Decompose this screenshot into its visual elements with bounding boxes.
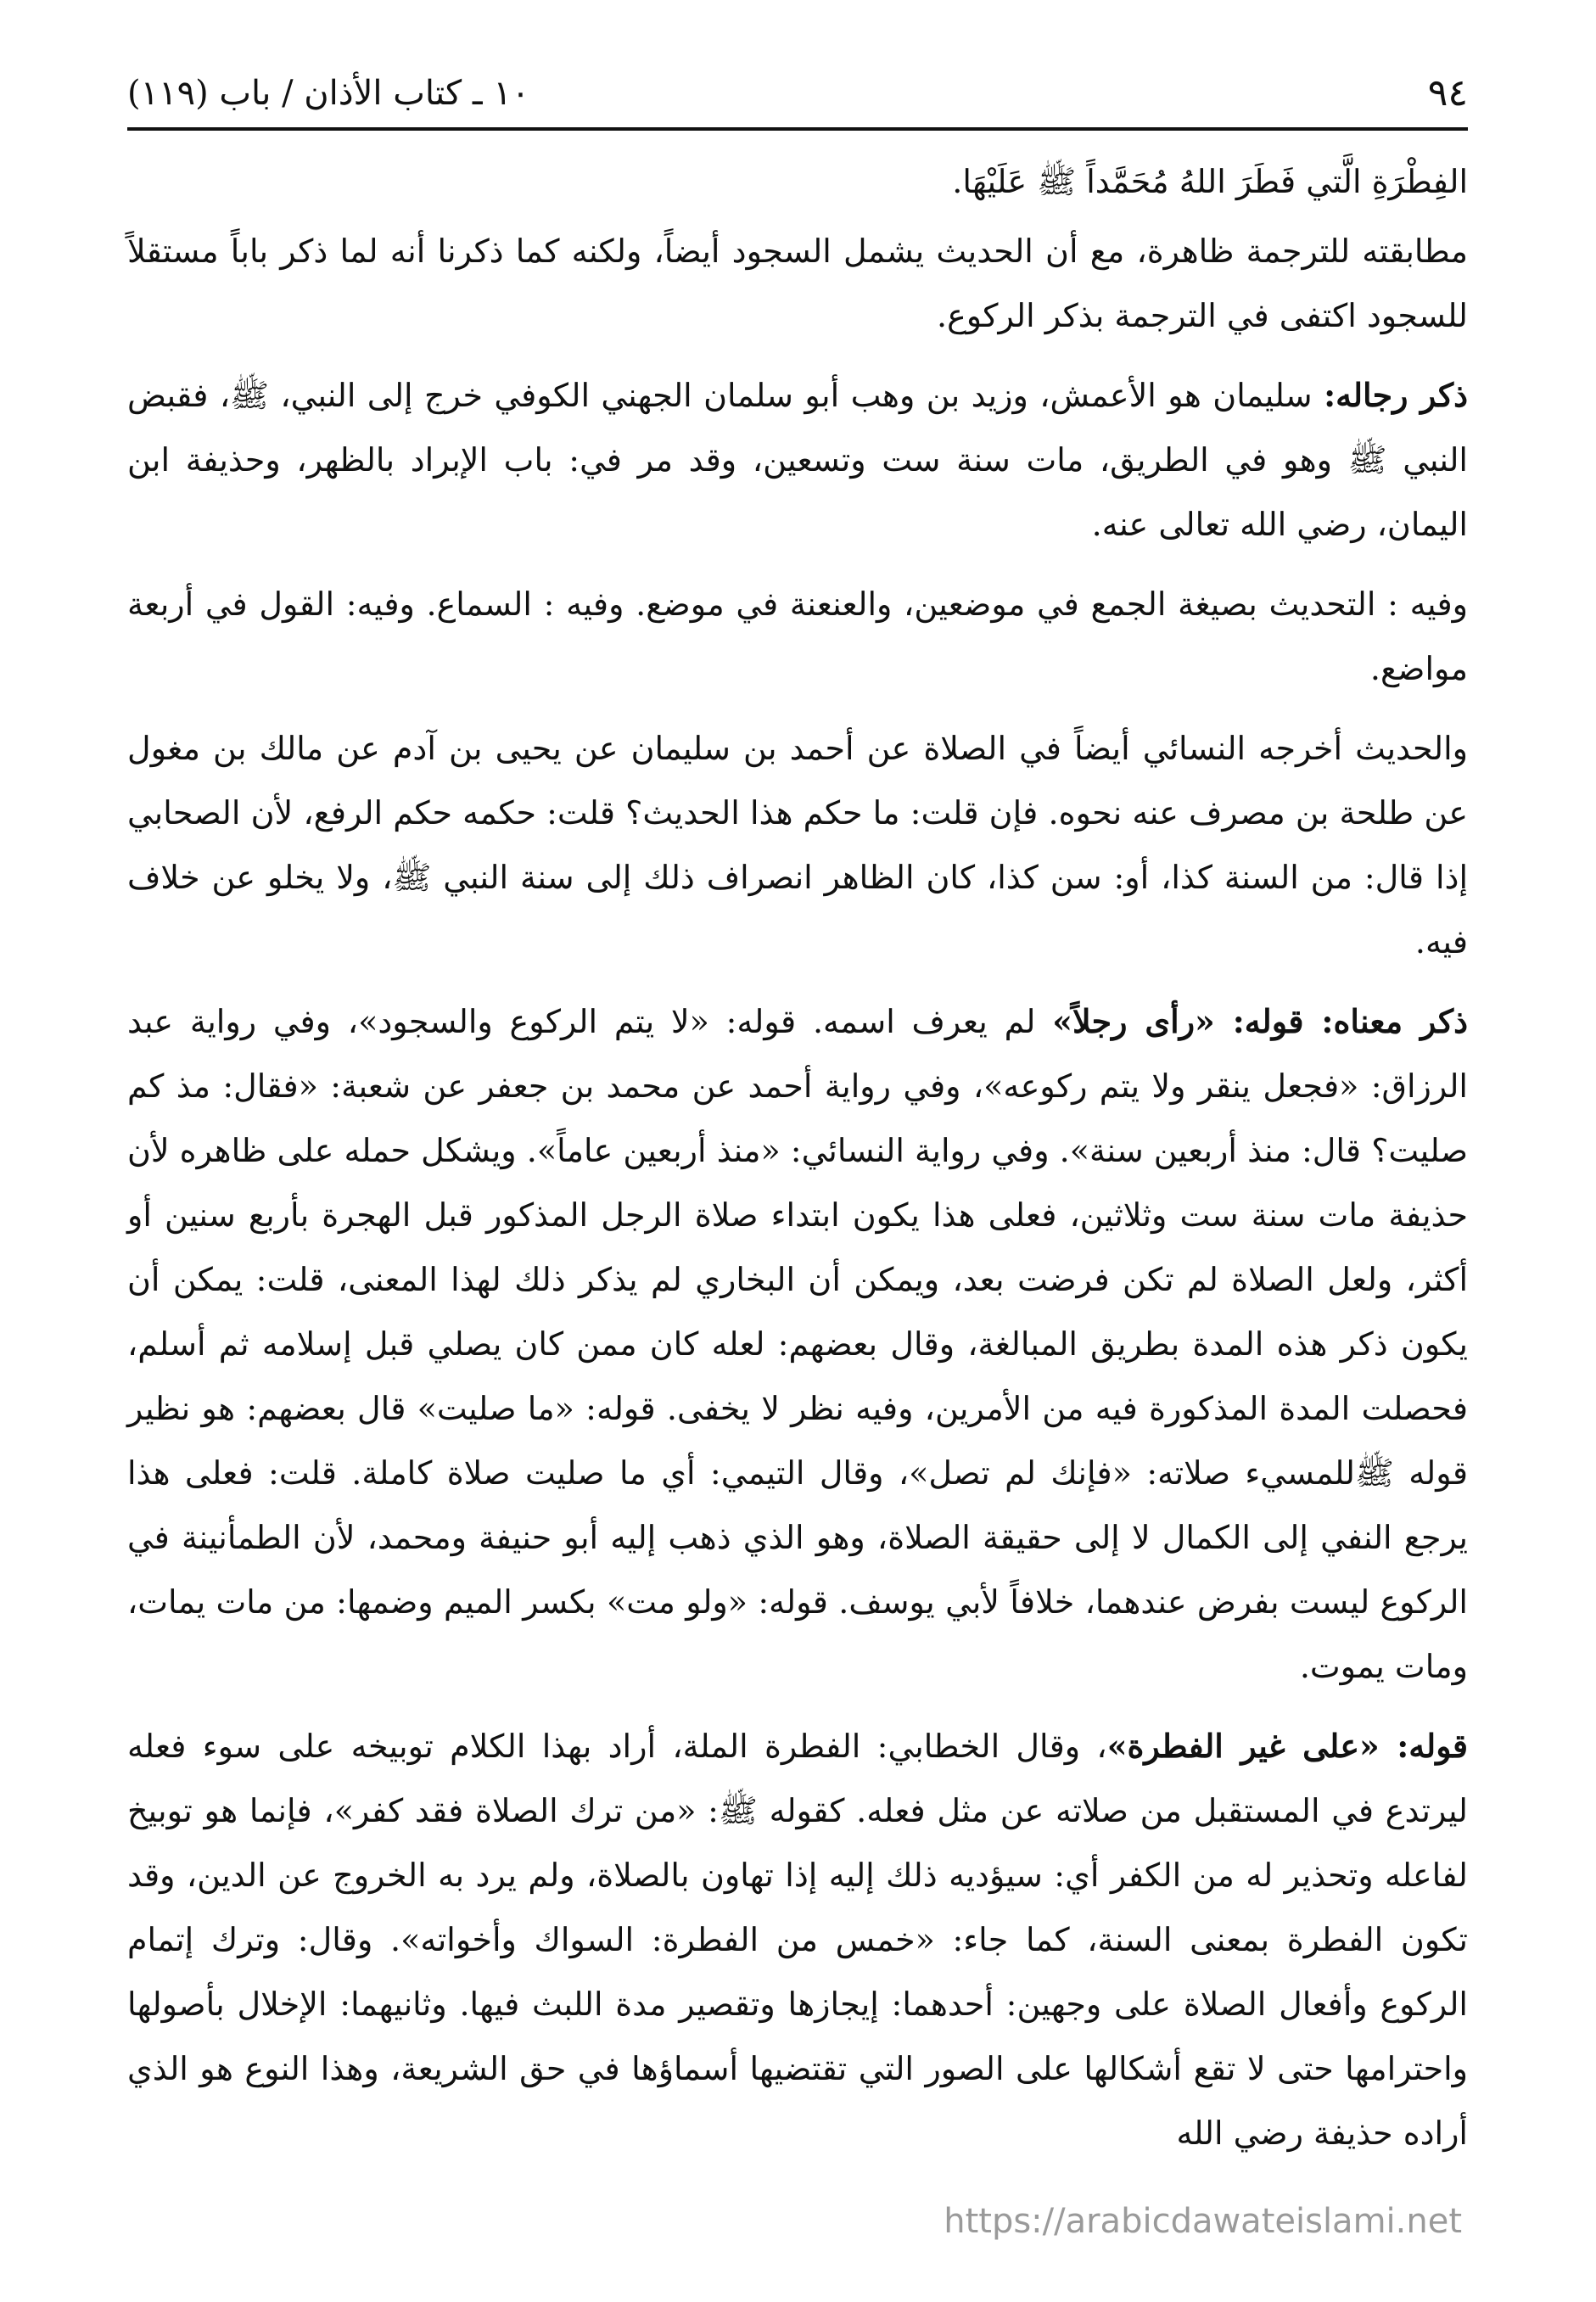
page-body	[127, 149, 1468, 2165]
paragraph	[127, 219, 1468, 348]
watermark-url: https://arabicdawateislami.net	[944, 2202, 1462, 2241]
section-heading: ذكر رجاله:	[1324, 376, 1468, 414]
paragraph	[127, 149, 1468, 214]
paragraph-narrators	[127, 363, 1468, 557]
paragraph-text: لم يعرف اسمه. قوله: «لا يتم الركوع والسجود»، وفي رواية عبد الرزاق: «فجعل ينقر ولا يتم ركوعه»، وفي رواية أحمد عن محمد بن جعفر عن شعبة: «فقال: مذ كم صليت؟ قال: منذ أربعين سنة». وفي رواية النسائي: «منذ أربعين عاماً». ويشكل حمله على ظاهره لأن حذيفة مات سنة ست وثلاثين، فعلى هذا يكون ابتداء صلاة الرجل المذكور قبل الهجرة بأربع سنين أو أكثر، ولعل الصلاة لم تكن فرضت بعد، ويمكن أن البخاري لم يذكر ذلك لهذا المعنى، قلت: يمكن أن يكون ذكر هذه المدة بطريق المبالغة، وقال بعضهم: لعله كان ممن كان يصلي قبل إسلامه ثم أسلم، فحصلت المدة المذكورة فيه من الأمرين، وفيه نظر لا يخفى. قوله: «ما صليت» قال بعضهم: هو نظير قوله ﷺللمسيء صلاته: «فإنك لم تصل»، وقال التيمي: أي ما صليت صلاة كاملة. قلت: فعلى هذا يرجع النفي إلى الكمال لا إلى حقيقة الصلاة، وهو الذي ذهب إليه أبو حنيفة ومحمد، لأن الطمأنينة في الركوع ليست بفرض عندهما، خلافاً لأبي يوسف. قوله: «ولو مت» بكسر الميم وضمها: من مات يمات، ومات يموت.	[127, 1003, 1468, 1685]
running-title: ١٠ ـ كتاب الأذان / باب (١١٩)	[127, 74, 530, 113]
page-number: ٩٤	[1427, 71, 1468, 115]
section-heading: ذكر معناه: قوله: «رأى رجلاً»	[1052, 1002, 1468, 1040]
paragraph-meaning	[127, 989, 1468, 1699]
paragraph-text: والحديث أخرجه النسائي أيضاً في الصلاة عن أحمد بن سليمان عن يحيى بن آدم عن مالك بن مغول عن طلحة بن مصرف عنه نحوه. فإن قلت: ما حكم هذا الحديث؟ قلت: حكمه حكم الرفع، لأن الصحابي إذا قال: من السنة كذا، أو: سن كذا، كان الظاهر انصراف ذلك إلى سنة النبي ﷺ، ولا يخلو عن خلاف فيه.	[127, 730, 1468, 961]
paragraph-text: مطابقته للترجمة ظاهرة، مع أن الحديث يشمل السجود أيضاً، ولكنه كما ذكرنا أنه لما ذكر باباً مستقلاً للسجود اكتفى في الترجمة بذكر الركوع.	[127, 232, 1468, 334]
paragraph-text: وفيه : التحديث بصيغة الجمع في موضعين، والعنعنة في موضع. وفيه : السماع. وفيه: القول في أربعة مواضع.	[127, 585, 1468, 687]
paragraph-text: الفِطْرَةِ الَّتي فَطَرَ اللهُ مُحَمَّداً ﷺ عَلَيْهَا.	[952, 163, 1468, 200]
paragraph	[127, 572, 1468, 701]
paragraph-text: ، وقال الخطابي: الفطرة الملة، أراد بهذا الكلام توبيخه على سوء فعله ليرتدع في المستقبل من صلاته عن مثل فعله. كقوله ﷺ: «من ترك الصلاة فقد كفر»، فإنما هو توبيخ لفاعله وتحذير له من الكفر أي: سيؤديه ذلك إليه إذا تهاون بالصلاة، ولم يرد به الخروج عن الدين، وقد تكون الفطرة بمعنى السنة، كما جاء: «خمس من الفطرة: السواك وأخواته». وقال: وترك إتمام الركوع وأفعال الصلاة على وجهين: أحدهما: إيجازها وتقصير مدة اللبث فيها. وثانيهما: الإخلال بأصولها واحترامها حتى لا تقع أشكالها على الصور التي تقتضيها أسماؤها في حق الشريعة، وهذا النوع هو الذي أراده حذيفة رضي الله	[127, 1728, 1468, 2152]
paragraph-fitra	[127, 1714, 1468, 2165]
book-page	[127, 59, 1468, 2274]
paragraph-text: سليمان هو الأعمش، وزيد بن وهب أبو سلمان الجهني الكوفي خرج إلى النبي، ﷺ، فقبض النبي ﷺ وهو في الطريق، مات سنة ست وتسعين، وقد مر في: باب الإبراد بالظهر، وحذيفة ابن اليمان، رضي الله تعالى عنه.	[127, 377, 1468, 543]
page-header	[127, 59, 1468, 131]
paragraph	[127, 716, 1468, 974]
section-heading: قوله: «على غير الفطرة»	[1106, 1727, 1468, 1765]
